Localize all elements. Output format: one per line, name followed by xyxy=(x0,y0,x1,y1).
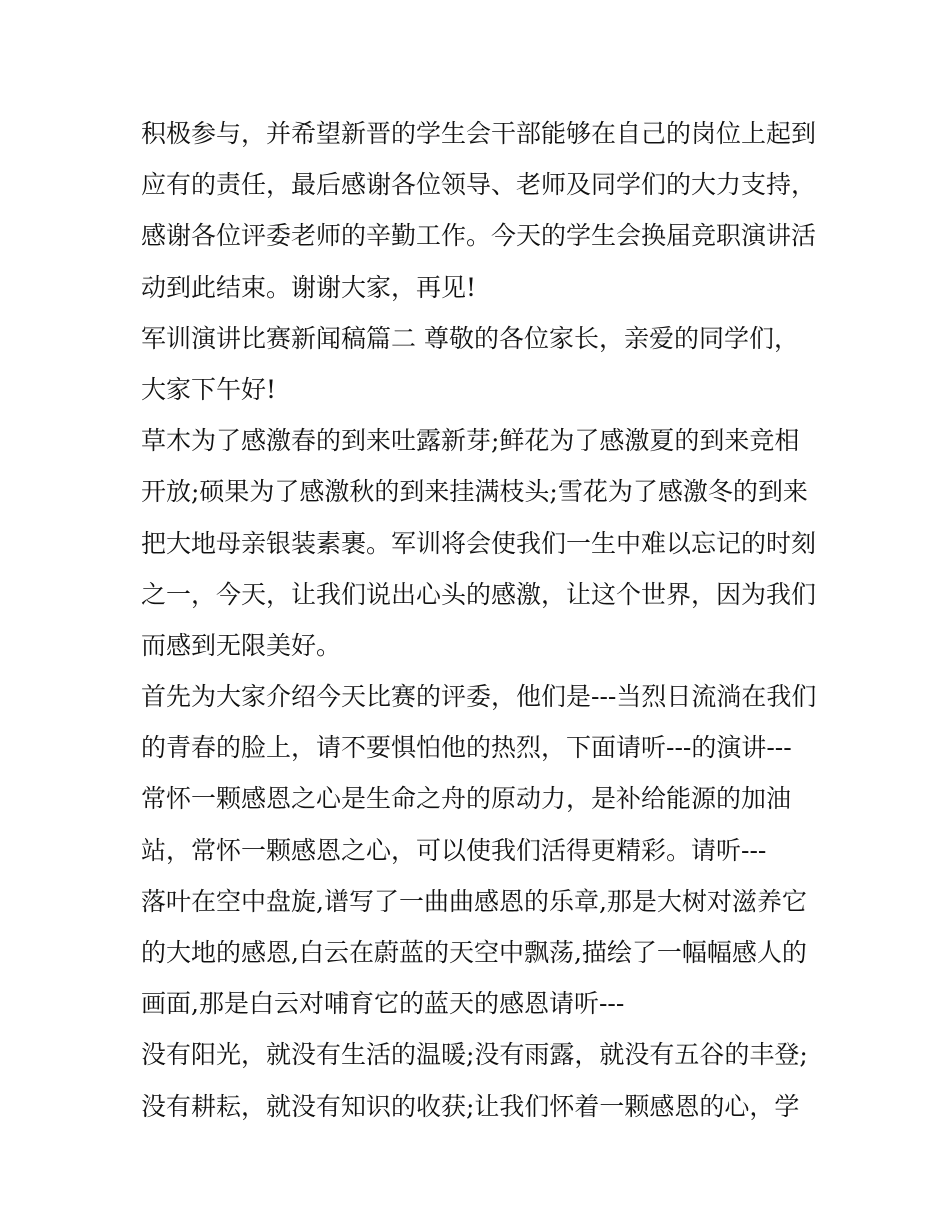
text-line: 草木为了感激春的到来吐露新芽;鲜花为了感激夏的到来竞相 xyxy=(141,426,800,456)
text-line: 感谢各位评委老师的辛勤工作。今天的学生会换届竞职演讲活 xyxy=(141,221,817,251)
text-line: 而感到无限美好。 xyxy=(141,630,342,660)
text-line: 常怀一颗感恩之心是生命之舟的原动力，是补给能源的加油 xyxy=(141,784,792,814)
text-line: 落叶在空中盘旋,谱写了一曲曲感恩的乐章,那是大树对滋养它 xyxy=(141,886,807,916)
text-line: 动到此结束。谢谢大家，再见! xyxy=(141,272,477,302)
text-line: 的大地的感恩,白云在蔚蓝的天空中飘荡,描绘了一幅幅感人的 xyxy=(141,938,807,967)
text-line: 之一，今天，让我们说出心头的感激，让这个世界，因为我们 xyxy=(141,579,817,609)
text-line: 的青春的脸上，请不要惧怕他的热烈，下面请听---的演讲--- xyxy=(141,733,792,763)
section-heading-line: 军训演讲比赛新闻稿篇二 尊敬的各位家长，亲爱的同学们， xyxy=(141,323,799,353)
text-line: 大家下午好! xyxy=(141,374,277,404)
text-line: 开放;硕果为了感激秋的到来挂满枝头;雪花为了感激冬的到来 xyxy=(141,477,808,507)
text-line: 应有的责任，最后感谢各位领导、老师及同学们的大力支持， xyxy=(141,170,817,200)
text-line: 没有阳光，就没有生活的温暖;没有雨露，就没有五谷的丰登; xyxy=(141,1040,808,1070)
document-body xyxy=(141,108,821,1132)
text-line: 没有耕耘，就没有知识的收获;让我们怀着一颗感恩的心，学 xyxy=(141,1091,800,1121)
text-line: 把大地母亲银装素裹。军训将会使我们一生中难以忘记的时刻 xyxy=(141,528,817,558)
text-line: 站，常怀一颗感恩之心，可以使我们活得更精彩。请听--- xyxy=(141,835,767,865)
text-line: 画面,那是白云对哺育它的蓝天的感恩请听--- xyxy=(141,989,625,1019)
text-line: 积极参与，并希望新晋的学生会干部能够在自己的岗位上起到 xyxy=(141,119,817,148)
text-line: 首先为大家介绍今天比赛的评委，他们是---当烈日流淌在我们 xyxy=(141,682,817,712)
